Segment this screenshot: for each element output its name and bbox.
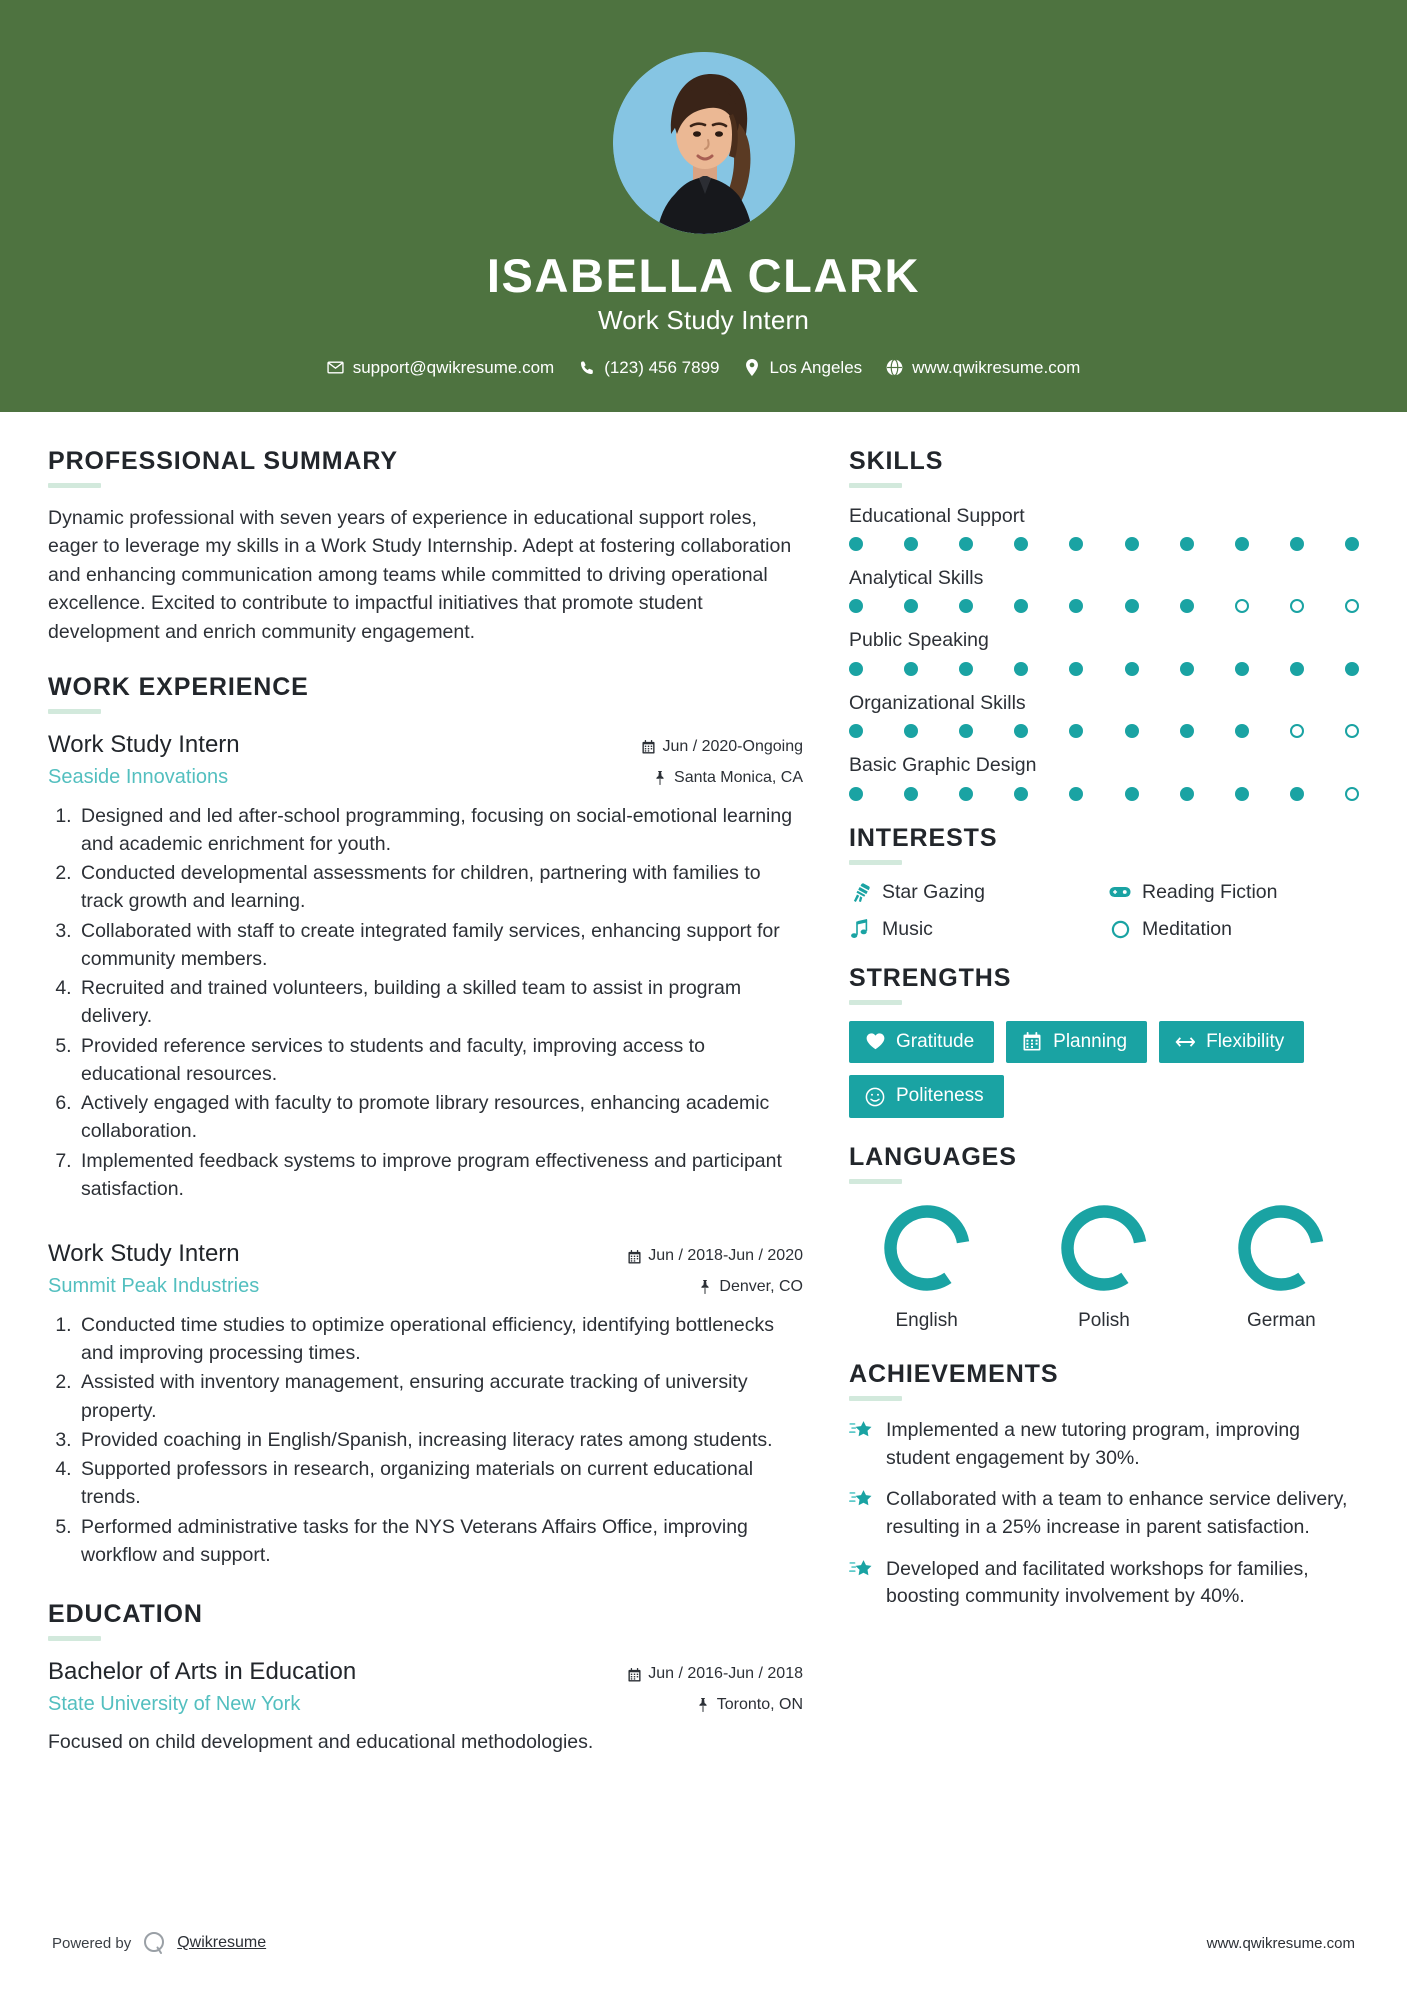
strength-label: Politeness [896, 1085, 984, 1107]
rating-dot [1345, 787, 1359, 801]
strength-label: Gratitude [896, 1030, 975, 1052]
section-rule [48, 483, 101, 488]
rating-dot [959, 537, 973, 551]
contact-location-text: Los Angeles [769, 357, 863, 377]
envelope-icon [327, 359, 344, 376]
rating-dot [1290, 662, 1304, 676]
education-school[interactable]: State University of New York [48, 1692, 301, 1715]
footer-powered-label: Powered by [52, 1934, 132, 1952]
rating-dot [849, 787, 863, 801]
strength-badge [849, 1075, 1004, 1118]
language-label: English [895, 1310, 958, 1332]
experience-dates-text: Jun / 2018-Jun / 2020 [648, 1247, 803, 1265]
interest-label: Music [882, 917, 933, 940]
experience-entry [48, 730, 803, 1203]
calendar-icon [1022, 1032, 1042, 1052]
education-entry [48, 1657, 803, 1756]
education-location-text: Toronto, ON [716, 1696, 803, 1714]
experience-location-text: Denver, CO [719, 1278, 803, 1296]
education-degree: Bachelor of Arts in Education [48, 1658, 357, 1686]
section-heading: SKILLS [849, 446, 944, 475]
section-heading: INTERESTS [849, 823, 998, 852]
phone-icon [578, 359, 595, 376]
rating-dot [1180, 599, 1194, 613]
list-item: 5. Performed administrative tasks for the NYS Veterans Affairs Office, improving workflow and support. [77, 1513, 803, 1570]
section-rule [849, 860, 902, 865]
achievement-item [849, 1417, 1359, 1472]
list-item: 4. Recruited and trained volunteers, building a skilled team to assist in program delivery. [77, 974, 803, 1031]
section-heading: WORK EXPERIENCE [48, 672, 309, 701]
rating-dot [1180, 537, 1194, 551]
contact-email[interactable] [327, 358, 555, 378]
rating-dot [849, 724, 863, 738]
resume-body [0, 412, 1407, 1783]
skill-label: Organizational Skills [849, 691, 1026, 714]
strength-badge [1159, 1021, 1304, 1064]
rating-dot [1235, 662, 1249, 676]
location-pin-icon [744, 359, 761, 376]
section-rule [849, 1179, 902, 1184]
calendar-icon [627, 1667, 641, 1682]
avatar [613, 52, 795, 234]
music-note-icon [849, 918, 871, 940]
section-interests [849, 823, 1359, 941]
achievement-text: Developed and facilitated workshops for families, boosting community involvement by 40%. [886, 1557, 1309, 1608]
strength-label: Planning [1053, 1030, 1128, 1052]
list-item: 4. Supported professors in research, organizing materials on current educational trends. [77, 1455, 803, 1512]
experience-entry-left [48, 1239, 627, 1299]
skill-rating [849, 724, 1359, 738]
contact-location[interactable] [744, 358, 863, 378]
rating-dot [1345, 662, 1359, 676]
experience-entry-meta [627, 1239, 803, 1300]
page-title: ISABELLA CLARK [486, 249, 921, 302]
rating-dot [1235, 724, 1249, 738]
strength-badge [1006, 1021, 1147, 1064]
experience-bullets [48, 802, 803, 1204]
rating-dot [959, 724, 973, 738]
rating-dot [1345, 537, 1359, 551]
list-item: 3. Provided coaching in English/Spanish, increasing literacy rates among students. [77, 1426, 803, 1454]
rating-dot [1235, 599, 1249, 613]
rating-dot [1014, 662, 1028, 676]
interest-item [849, 881, 1099, 904]
list-item: 1. Conducted time studies to optimize operational efficiency, identifying bottlenecks and improving processing times. [77, 1311, 803, 1368]
rating-dot [1014, 599, 1028, 613]
rating-dot [849, 599, 863, 613]
experience-role: Work Study Intern [48, 1240, 240, 1268]
interests-grid [849, 881, 1359, 941]
achievement-item [849, 1486, 1359, 1541]
pushpin-icon [653, 771, 667, 786]
skill-rating [849, 787, 1359, 801]
list-item: 2. Assisted with inventory management, ensuring accurate tracking of university property. [77, 1368, 803, 1425]
contact-phone[interactable] [578, 358, 719, 378]
rating-dot [1290, 724, 1304, 738]
section-rule [48, 709, 101, 714]
section-heading: STRENGTHS [849, 963, 1012, 992]
strength-label: Flexibility [1206, 1030, 1285, 1052]
rating-dot [1125, 787, 1139, 801]
experience-dates [627, 1244, 803, 1269]
list-item: 5. Provided reference services to students and faculty, improving access to educational resources. [77, 1032, 803, 1089]
contact-bar [0, 358, 1407, 378]
rating-dot [904, 662, 918, 676]
list-item: 6. Actively engaged with faculty to promote library resources, enhancing academic collaboration. [77, 1089, 803, 1146]
interest-label: Meditation [1142, 917, 1232, 940]
rating-dot [1125, 537, 1139, 551]
language-progress-ring [879, 1200, 975, 1296]
rating-dot [1069, 662, 1083, 676]
list-item: 3. Collaborated with staff to create integrated family services, enhancing support for community members. [77, 917, 803, 974]
rating-dot [1345, 724, 1359, 738]
education-entry-meta [627, 1657, 803, 1718]
interest-label: Star Gazing [882, 880, 985, 903]
languages-list [849, 1200, 1359, 1333]
rating-dot [1235, 787, 1249, 801]
rating-dot [904, 599, 918, 613]
rating-dot [1180, 787, 1194, 801]
language-item [849, 1200, 1004, 1333]
circle-outline-icon [1109, 918, 1131, 940]
language-label: Polish [1078, 1310, 1130, 1332]
experience-entry-meta [641, 730, 803, 791]
section-skills [849, 446, 1359, 801]
heart-icon [865, 1032, 885, 1052]
shooting-star-icon [849, 1489, 873, 1513]
rating-dot [849, 662, 863, 676]
language-progress-ring [1056, 1200, 1152, 1296]
rating-dot [1290, 537, 1304, 551]
experience-dates [641, 735, 803, 760]
section-rule [849, 483, 902, 488]
rating-dot [1125, 662, 1139, 676]
contact-website-text: www.qwikresume.com [912, 357, 1081, 377]
gamepad-icon [1109, 881, 1131, 903]
rating-dot [959, 599, 973, 613]
shooting-star-icon [849, 1559, 873, 1583]
language-progress-ring [1233, 1200, 1329, 1296]
skill-item [849, 691, 1359, 738]
rating-dot [1180, 724, 1194, 738]
footer-website[interactable]: www.qwikresume.com [1206, 1934, 1355, 1952]
education-note: Focused on child development and educational methodologies. [48, 1730, 594, 1753]
education-location [627, 1693, 803, 1718]
experience-location [641, 766, 803, 791]
education-dates-text: Jun / 2016-Jun / 2018 [648, 1665, 803, 1683]
arrows-horizontal-icon [1175, 1032, 1195, 1052]
language-label: German [1247, 1310, 1316, 1332]
rating-dot [904, 787, 918, 801]
language-item [1204, 1200, 1359, 1333]
strength-badge [849, 1021, 994, 1064]
list-item: 7. Implemented feedback systems to improve program effectiveness and participant satisfaction. [77, 1147, 803, 1204]
rating-dot [1345, 599, 1359, 613]
skill-label: Analytical Skills [849, 567, 984, 589]
language-item [1026, 1200, 1181, 1333]
qwikresume-logo-icon [141, 1930, 167, 1956]
interest-item [849, 918, 1099, 941]
experience-entry-header [48, 730, 803, 791]
experience-entry-header [48, 1239, 803, 1300]
experience-dates-text: Jun / 2020-Ongoing [662, 737, 803, 755]
skill-item [849, 566, 1359, 613]
section-rule [48, 1636, 101, 1641]
skill-label: Educational Support [849, 504, 1025, 527]
calendar-icon [641, 740, 655, 755]
section-heading: ACHIEVEMENTS [849, 1359, 1059, 1388]
interest-item [1109, 918, 1359, 941]
section-rule [849, 1000, 902, 1005]
skill-rating [849, 599, 1359, 613]
section-heading: EDUCATION [48, 1600, 203, 1629]
contact-phone-text: (123) 456 7899 [604, 357, 720, 377]
rating-dot [1180, 662, 1194, 676]
smiley-icon [865, 1087, 885, 1107]
right-column [849, 446, 1359, 1625]
achievement-item [849, 1556, 1359, 1611]
contact-email-text: support@qwikresume.com [352, 357, 555, 377]
contact-website[interactable] [886, 358, 1080, 378]
rating-dot [1069, 787, 1083, 801]
globe-icon [886, 359, 903, 376]
skill-rating [849, 662, 1359, 676]
section-languages [849, 1142, 1359, 1333]
skill-item [849, 504, 1359, 551]
list-item: 2. Conducted developmental assessments for children, partnering with families to track growth and learning. [77, 859, 803, 916]
rating-dot [1014, 787, 1028, 801]
footer-powered-by [52, 1930, 266, 1956]
interest-item [1109, 881, 1359, 904]
skill-item [849, 753, 1359, 800]
pushpin-icon [698, 1280, 712, 1295]
section-heading: PROFESSIONAL SUMMARY [48, 446, 398, 475]
resume-header [0, 0, 1407, 412]
experience-bullets [48, 1311, 803, 1569]
experience-location [627, 1275, 803, 1300]
strengths-list [849, 1021, 1359, 1119]
list-item: 1. Designed and led after-school programming, focusing on social-emotional learning and academic enrichment for youth. [77, 802, 803, 859]
experience-role: Work Study Intern [48, 730, 240, 758]
rating-dot [1069, 599, 1083, 613]
education-entry-header [48, 1657, 803, 1718]
skill-item [849, 628, 1359, 675]
section-education [48, 1599, 803, 1756]
experience-entry [48, 1239, 803, 1569]
calendar-icon [627, 1249, 641, 1264]
rating-dot [959, 787, 973, 801]
page-footer [0, 1930, 1407, 1956]
avatar-photo [613, 52, 795, 234]
section-strengths [849, 963, 1359, 1119]
section-rule [849, 1396, 902, 1401]
telescope-icon [849, 881, 871, 903]
rating-dot [904, 537, 918, 551]
interest-label: Reading Fiction [1142, 880, 1278, 903]
rating-dot [1125, 599, 1139, 613]
experience-entry-left [48, 730, 641, 790]
rating-dot [1014, 724, 1028, 738]
rating-dot [1290, 787, 1304, 801]
job-title: Work Study Intern [597, 304, 809, 335]
footer-brand-link[interactable]: Qwikresume [177, 1934, 267, 1951]
rating-dot [849, 537, 863, 551]
skill-rating [849, 537, 1359, 551]
section-achievements [849, 1359, 1359, 1611]
left-column [48, 446, 803, 1783]
pushpin-icon [696, 1698, 710, 1713]
rating-dot [904, 724, 918, 738]
rating-dot [1290, 599, 1304, 613]
rating-dot [1069, 724, 1083, 738]
shooting-star-icon [849, 1420, 873, 1444]
experience-organization[interactable]: Seaside Innovations [48, 765, 229, 788]
rating-dot [1014, 537, 1028, 551]
section-heading: LANGUAGES [849, 1143, 1017, 1172]
rating-dot [959, 662, 973, 676]
rating-dot [1125, 724, 1139, 738]
skill-label: Basic Graphic Design [849, 754, 1037, 777]
rating-dot [1235, 537, 1249, 551]
experience-organization[interactable]: Summit Peak Industries [48, 1275, 260, 1297]
education-dates [627, 1662, 803, 1687]
rating-dot [1069, 537, 1083, 551]
experience-location-text: Santa Monica, CA [674, 768, 803, 786]
skill-label: Public Speaking [849, 629, 989, 652]
education-entry-left [48, 1657, 627, 1717]
achievement-text: Collaborated with a team to enhance service delivery, resulting in a 25% increase in parent satisfaction. [886, 1488, 1348, 1538]
section-work-experience [48, 672, 803, 1569]
achievement-text: Implemented a new tutoring program, improving student engagement by 30%. [886, 1418, 1301, 1469]
summary-text: Dynamic professional with seven years of experience in educational support roles, eager to leverage my skills in a Work Study Internship. Adept at fostering collaboration and enhancing communication among teams while committed to driving operational excellence. Excited to contribute to impactful initiatives that promote student development and enrich community engagement. [48, 506, 792, 643]
section-professional-summary [48, 446, 803, 646]
